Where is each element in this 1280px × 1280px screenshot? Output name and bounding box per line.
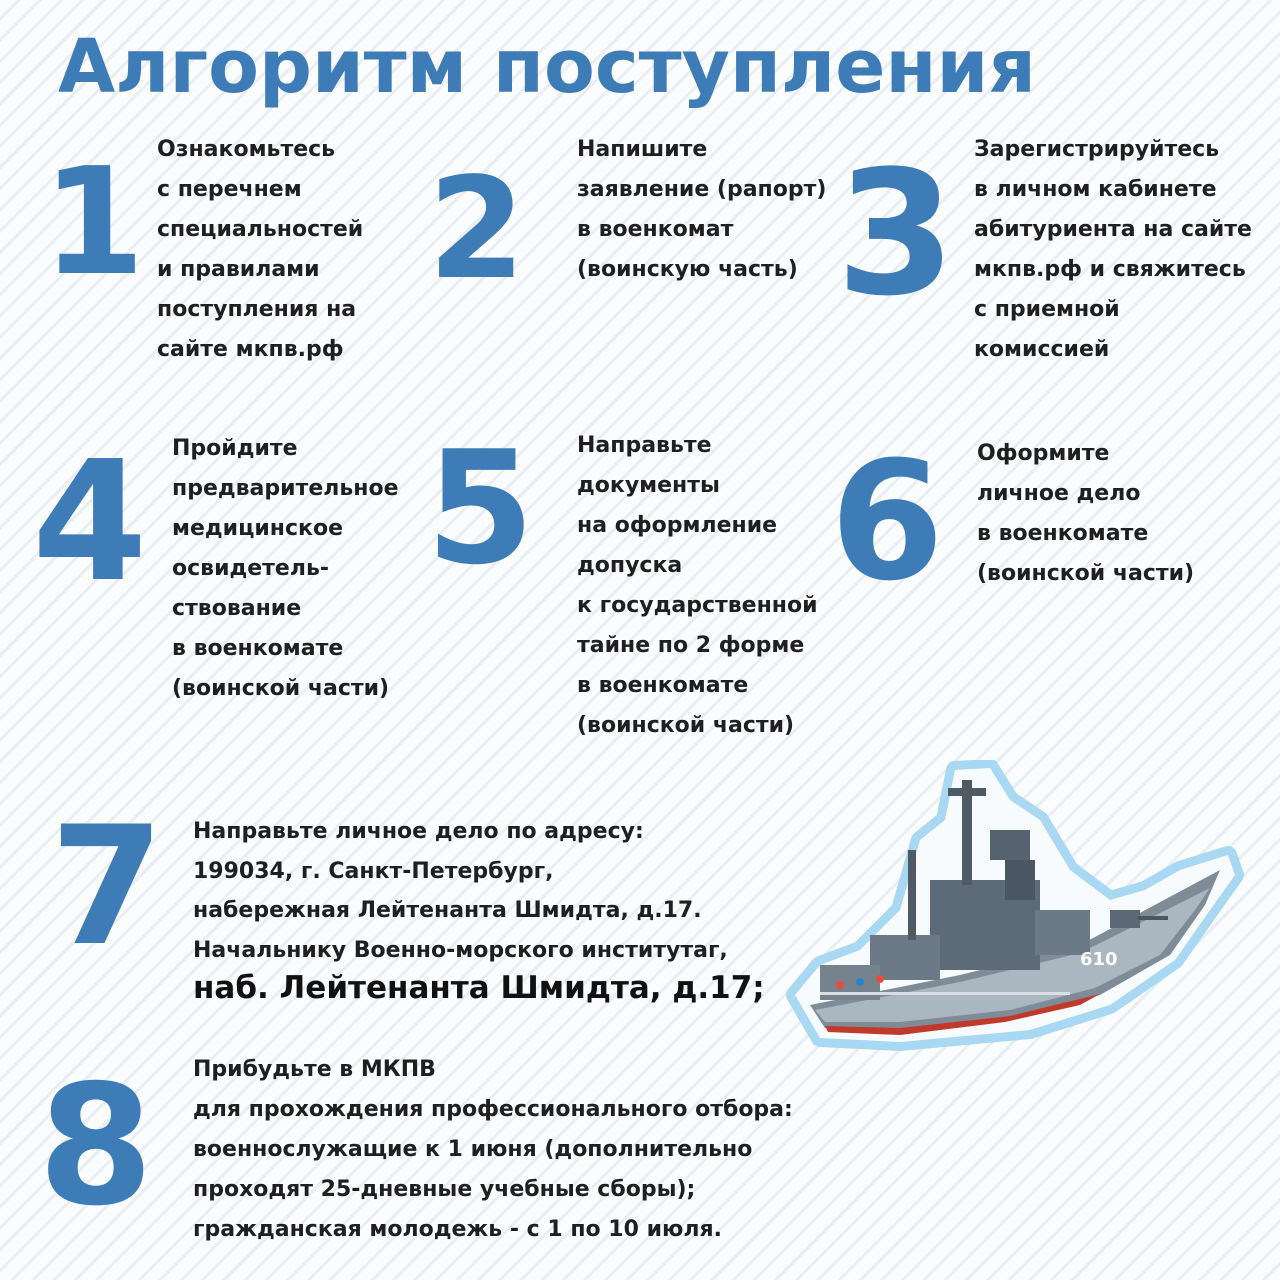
warship-svg <box>780 760 1250 1070</box>
ship-radar <box>990 830 1030 860</box>
step-7-address-line: наб. Лейтенанта Шмидта, д.17; <box>193 970 765 1006</box>
step-5-text: Направьте документы на оформление допуска к государственной тайне по 2 форме в военкомате (воинской части) <box>577 433 818 738</box>
page-title: Алгоритм поступления <box>58 24 1036 110</box>
step-6-number: 6 <box>830 426 945 617</box>
step-4-number: 4 <box>32 426 148 619</box>
step-2-text: Напишите заявление (рапорт) в военкомат (воинскую часть) <box>577 137 827 282</box>
ship-mast-top <box>948 788 986 796</box>
step-7-number: 7 <box>50 791 165 982</box>
step-3-number: 3 <box>836 133 956 334</box>
step-2-number: 2 <box>428 148 526 311</box>
step-7-text: Направьте личное дело по адресу: 199034, г. Санкт-Петербург, набережная Лейтенанта Шмидта, д.17. Начальнику Военно-морского институтаг, <box>193 819 728 963</box>
ship-detail-1 <box>836 981 844 989</box>
ship-detail-2 <box>856 978 864 986</box>
ship-deck-house <box>870 935 940 980</box>
step-8-number: 8 <box>38 1050 154 1243</box>
ship-rail <box>820 992 1070 995</box>
warship-image <box>780 760 1250 1070</box>
ship-hull-number: 610 <box>1080 949 1118 970</box>
ship-gun-barrel <box>1138 916 1168 920</box>
step-1-text: Ознакомьтесь с перечнем специальностей и правилами поступления на сайте мкпв.рф <box>157 137 364 362</box>
step-5-number: 5 <box>426 417 535 599</box>
step-8-text: Прибудьте в МКПВ для прохождения профессионального отбора: военнослужащие к 1 июня (дополнительно проходят 25-дневные учебные сборы); гражданская молодежь - с 1 по 10 июля. <box>193 1057 793 1242</box>
step-1-number: 1 <box>42 136 145 308</box>
step-6-text: Оформите личное дело в военкомате (воинской части) <box>977 441 1195 586</box>
step-3-text: Зарегистрируйтесь в личном кабинете абитуриента на сайте мкпв.рф и свяжитесь с приемной комиссией <box>974 137 1252 362</box>
ship-mast-rear <box>908 850 916 940</box>
ship-detail-3 <box>876 975 884 983</box>
ship-funnel <box>1005 860 1035 900</box>
ship-turret <box>1110 910 1140 928</box>
step-4-text: Пройдите предварительное медицинское освидетель- ствование в военкомате (воинской части) <box>172 436 399 701</box>
